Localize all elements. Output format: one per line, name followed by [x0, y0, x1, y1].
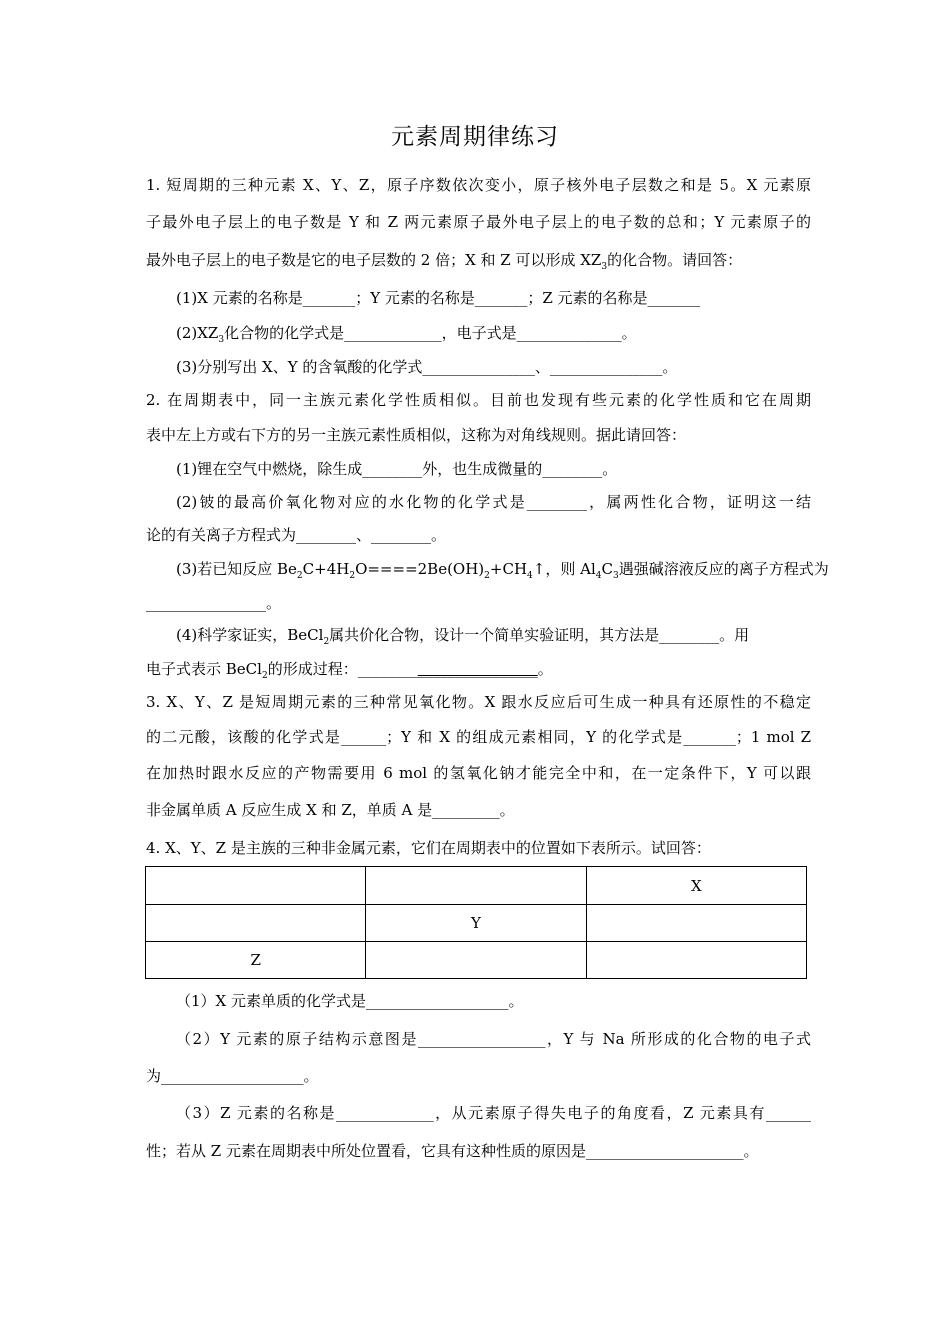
q1-stem-line-2: 子最外电子层上的电子数是 Y 和 Z 两元素原子最外电子层上的电子数的总和；Y 元素原子的	[146, 213, 811, 231]
q2-stem-line-1: 2. 在周期表中，同一主族元素化学性质相似。目前也发现有些元素的化学性质和它在周期	[146, 391, 811, 409]
q1-sub-2: $(2)XZ_3$化合物的化学式是_____________，电子式是______________。	[176, 324, 637, 345]
q2-sub-2-line-2: 论的有关离子方程式为________、________。	[146, 526, 447, 544]
table-cell-y: Y	[366, 905, 586, 942]
q1-sub-3: (3)分别写出 X、Y 的含氧酸的化学式_______________、_______________。	[176, 358, 678, 376]
q1-stem-line-1: 1. 短周期的三种元素 X、Y、Z，原子序数依次变小，原子核外电子层数之和是 5。X 元素原	[146, 176, 811, 194]
table-cell	[586, 905, 806, 942]
q3-line-4: 非金属单质 A 反应生成 X 和 Z，单质 A 是_________。	[146, 801, 515, 819]
q1-stem-line-3: 最外电子层上的电子数是它的电子层数的 2 倍；X 和 Z 可以形成 $XZ_3$的化合物。请回答：	[146, 251, 743, 272]
q3-line-3: 在加热时跟水反应的产物需要用 6 mol 的氢氧化钠才能完全中和，在一定条件下，Y 可以跟	[146, 764, 811, 782]
periodic-position-table	[145, 866, 807, 979]
q2-sub-4-line-2: 电子式表示 BeCl$_2$的形成过程：________________________。	[146, 660, 553, 681]
table-row	[146, 942, 807, 979]
table-row	[146, 905, 807, 942]
q2-stem-line-2: 表中左上方或右下方的另一主族元素性质相似，这称为对角线规则。据此请回答：	[146, 426, 687, 444]
table-cell	[146, 905, 366, 942]
page-title: 元素周期律练习	[391, 124, 559, 150]
q4-stem: 4. X、Y、Z 是主族的三种非金属元素，它们在周期表中的位置如下表所示。试回答：	[146, 839, 711, 857]
q4-sub-2-line-2: 为___________________。	[146, 1067, 319, 1085]
q2-sub-2-line-1: (2)铍的最高价氧化物对应的水化物的化学式是________，属两性化合物，证明这一结	[176, 493, 811, 511]
table-cell	[146, 867, 366, 905]
table-cell	[586, 942, 806, 979]
q4-sub-3-line-2: 性；若从 Z 元素在周期表中所处位置看，它具有这种性质的原因是_____________________。	[146, 1142, 759, 1160]
q4-sub-1: （1）X 元素单质的化学式是___________________。	[176, 992, 524, 1010]
q3-line-2: 的二元酸，该酸的化学式是______；Y 和 X 的组成元素相同，Y 的化学式是_______；1 mol Z	[146, 728, 811, 746]
q4-sub-3-line-1: （3）Z 元素的名称是_____________，从元素原子得失电子的角度看，Z 元素具有______	[176, 1104, 811, 1122]
q3-line-1: 3. X、Y、Z 是短周期元素的三种常见氧化物。X 跟水反应后可生成一种具有还原性的不稳定	[146, 693, 811, 711]
table-cell-x: X	[586, 867, 806, 905]
table-row	[146, 867, 807, 905]
table-cell-z: Z	[146, 942, 366, 979]
table-cell	[366, 942, 586, 979]
q2-sub-3-line-1: (3)若已知反应 $Be_2C+4H_2O====2Be(OH)_2+CH_4↑$，则 $Al_4C_3$遇强碱溶液反应的离子方程式为	[176, 560, 829, 581]
q4-sub-2-line-1: （2）Y 元素的原子结构示意图是_________________，Y 与 Na 所形成的化合物的电子式	[176, 1030, 811, 1048]
q2-sub-4-line-1: (4)科学家证实，BeCl$_2$属共价化合物，设计一个简单实验证明，其方法是________。用	[176, 626, 750, 647]
q1-sub-1: (1)X 元素的名称是_______；Y 元素的名称是_______；Z 元素的名称是_______	[176, 289, 701, 307]
table-cell	[366, 867, 586, 905]
q2-sub-1: (1)锂在空气中燃烧，除生成________外，也生成微量的________。	[176, 460, 618, 478]
q2-sub-3-line-2: ________________。	[146, 594, 282, 612]
